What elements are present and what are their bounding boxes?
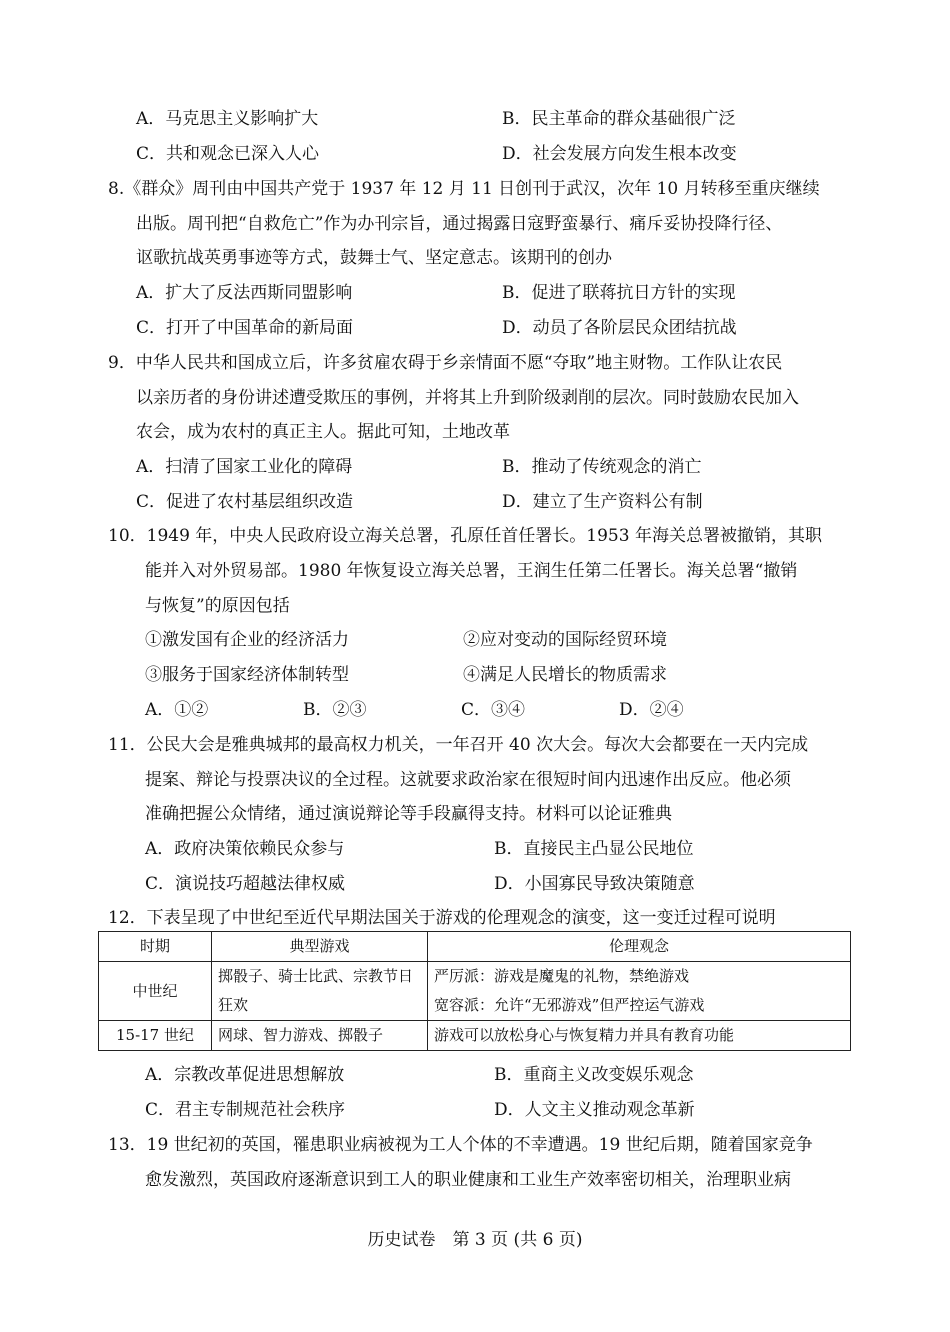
q8-stem-line: 讴歌抗战英勇事迹等方式，鼓舞士气、坚定意志。该期刊的创办 bbox=[136, 248, 612, 268]
q11-stem-line: 准确把握公众情绪，通过演说辩论等手段赢得支持。材料可以论证雅典 bbox=[145, 804, 672, 824]
table-cell-period: 15-17 世纪 bbox=[99, 1021, 212, 1051]
q11-stem-line: 提案、辩论与投票决议的全过程。这就要求政治家在很短时间内迅速作出反应。他必须 bbox=[145, 770, 791, 790]
q8-stem-line: 8.《群众》周刊由中国共产党于 1937 年 12 月 11 日创刊于武汉，次年 10 月转移至重庆继续 bbox=[108, 179, 820, 199]
q9-stem-line: 以亲历者的身份讲述遭受欺压的事例，并将其上升到阶级剥削的层次。同时鼓励农民加入 bbox=[136, 388, 799, 408]
q10-stem-line: 10．1949 年，中央人民政府设立海关总署，孔原任首任署长。1953 年海关总署被撤销，其职 bbox=[108, 526, 822, 546]
q11-option-c: C．演说技巧超越法律权威 bbox=[145, 874, 346, 894]
q11-stem-line: 11．公民大会是雅典城邦的最高权力机关，一年召开 40 次大会。每次大会都要在一天内完成 bbox=[108, 735, 809, 755]
q8-stem-line: 出版。周刊把“自救危亡”作为办刊宗旨，通过揭露日寇野蛮暴行、痛斥妥协投降行径、 bbox=[136, 214, 783, 234]
page-footer: 历史试卷 第 3 页 (共 6 页) bbox=[367, 1230, 583, 1250]
q7-option-d: D．社会发展方向发生根本改变 bbox=[502, 144, 737, 164]
q10-item-1: ①激发国有企业的经济活力 bbox=[145, 630, 349, 650]
q9-option-d: D．建立了生产资料公有制 bbox=[502, 492, 703, 512]
q10-stem-line: 与恢复”的原因包括 bbox=[145, 596, 290, 616]
q7-option-b: B．民主革命的群众基础很广泛 bbox=[502, 109, 736, 129]
table-row bbox=[99, 962, 851, 1021]
q13-stem-line: 愈发激烈，英国政府逐渐意识到工人的职业健康和工业生产效率密切相关，治理职业病 bbox=[145, 1170, 791, 1190]
table-cell-ethics bbox=[428, 962, 851, 1021]
table-cell-games: 掷骰子、骑士比武、宗教节日狂欢 bbox=[212, 962, 428, 1021]
table-header-row bbox=[99, 932, 851, 962]
q12-option-b: B．重商主义改变娱乐观念 bbox=[494, 1065, 694, 1085]
q9-option-b: B．推动了传统观念的消亡 bbox=[502, 457, 702, 477]
table-cell-games: 网球、智力游戏、掷骰子 bbox=[212, 1021, 428, 1051]
q9-stem-line: 农会，成为农村的真正主人。据此可知，土地改革 bbox=[136, 422, 510, 442]
table-header: 伦理观念 bbox=[428, 932, 851, 962]
table-header: 典型游戏 bbox=[212, 932, 428, 962]
q10-item-4: ④满足人民增长的物质需求 bbox=[463, 665, 667, 685]
q7-option-a: A．马克思主义影响扩大 bbox=[136, 109, 319, 129]
q12-option-a: A．宗教改革促进思想解放 bbox=[145, 1065, 345, 1085]
q10-option-b: B．②③ bbox=[303, 700, 367, 720]
game-ethics-table bbox=[98, 931, 851, 1051]
q8-option-a: A．扩大了反法西斯同盟影响 bbox=[136, 283, 353, 303]
q7-option-c: C．共和观念已深入人心 bbox=[136, 144, 320, 164]
table-header: 时期 bbox=[99, 932, 212, 962]
q8-option-c: C．打开了中国革命的新局面 bbox=[136, 318, 354, 338]
q10-option-a: A．①② bbox=[145, 700, 209, 720]
q11-option-a: A．政府决策依赖民众参与 bbox=[145, 839, 345, 859]
table-cell-period: 中世纪 bbox=[99, 962, 212, 1021]
q10-item-2: ②应对变动的国际经贸环境 bbox=[463, 630, 667, 650]
q11-option-b: B．直接民主凸显公民地位 bbox=[494, 839, 694, 859]
q12-stem: 12．下表呈现了中世纪至近代早期法国关于游戏的伦理观念的演变，这一变迁过程可说明 bbox=[108, 908, 776, 928]
q8-option-b: B．促进了联蒋抗日方针的实现 bbox=[502, 283, 736, 303]
q9-option-c: C．促进了农村基层组织改造 bbox=[136, 492, 354, 512]
table-row bbox=[99, 1021, 851, 1051]
q9-option-a: A．扫清了国家工业化的障碍 bbox=[136, 457, 353, 477]
q10-item-3: ③服务于国家经济体制转型 bbox=[145, 665, 349, 685]
q10-option-d: D．②④ bbox=[619, 700, 684, 720]
ethics-line: 严厉派：游戏是魔鬼的礼物，禁绝游戏 bbox=[434, 967, 690, 985]
q9-stem-line: 9．中华人民共和国成立后，许多贫雇农碍于乡亲情面不愿“夺取”地主财物。工作队让农民 bbox=[108, 353, 783, 373]
q10-option-c: C．③④ bbox=[461, 700, 526, 720]
q10-stem-line: 能并入对外贸易部。1980 年恢复设立海关总署，王润生任第二任署长。海关总署“撤销 bbox=[145, 561, 798, 581]
ethics-line: 宽容派：允许“无邪游戏”但严控运气游戏 bbox=[434, 996, 705, 1014]
q11-option-d: D．小国寡民导致决策随意 bbox=[494, 874, 695, 894]
q12-option-c: C．君主专制规范社会秩序 bbox=[145, 1100, 346, 1120]
table-cell-ethics: 游戏可以放松身心与恢复精力并具有教育功能 bbox=[428, 1021, 851, 1051]
q8-option-d: D．动员了各阶层民众团结抗战 bbox=[502, 318, 737, 338]
q13-stem-line: 13．19 世纪初的英国，罹患职业病被视为工人个体的不幸遭遇。19 世纪后期，随着国家竞争 bbox=[108, 1135, 813, 1155]
q12-option-d: D．人文主义推动观念革新 bbox=[494, 1100, 695, 1120]
